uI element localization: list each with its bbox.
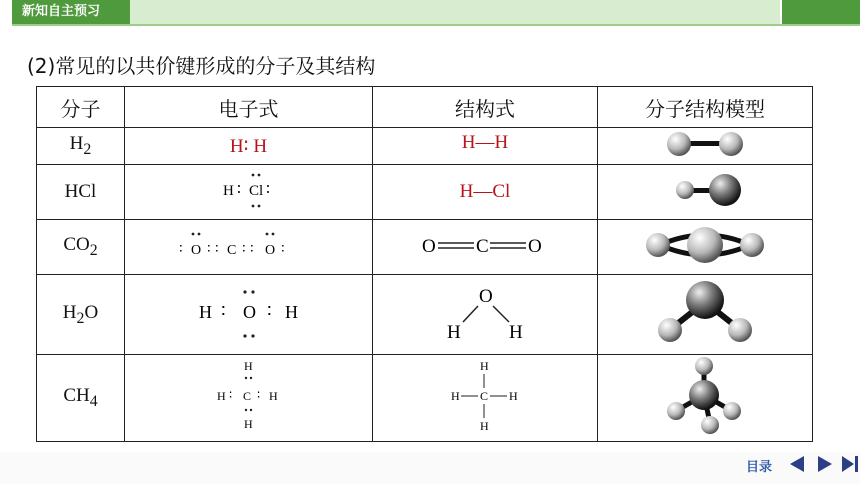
table-header-row <box>37 87 813 128</box>
svg-text:∶: ∶ <box>214 242 219 257</box>
header-strip <box>12 0 780 24</box>
svg-text:H: H <box>243 417 253 431</box>
h2o-electron-dot <box>179 278 319 348</box>
molecule-formula: $H_2O$ <box>37 275 125 355</box>
svg-text:∶: ∶ <box>206 242 211 257</box>
header-structural-formula: 结构式 <box>373 87 598 128</box>
svg-text:H: H <box>284 301 298 322</box>
h2o-structure <box>425 278 545 348</box>
svg-text:O: O <box>242 301 256 322</box>
electron-formula <box>125 275 373 355</box>
svg-text:H: H <box>243 359 253 373</box>
header-divider <box>12 24 860 26</box>
svg-text:∶: ∶ <box>236 182 241 198</box>
h2o-model-image <box>650 276 760 350</box>
svg-text:∶: ∶ <box>256 388 260 402</box>
svg-text:H: H <box>198 301 212 322</box>
svg-text:C: C <box>476 236 489 257</box>
svg-text:H: H <box>509 389 518 403</box>
svg-text:H: H <box>447 321 461 343</box>
co2-electron-dot <box>169 220 329 270</box>
ch4-model-image <box>660 355 750 437</box>
molecule-formula: $CO_2$ <box>37 220 125 275</box>
bottom-bar <box>0 452 860 484</box>
svg-text:∶: ∶ <box>266 300 272 321</box>
table-row <box>37 220 813 275</box>
electron-formula <box>125 355 373 442</box>
molecule-formula: HCl <box>37 165 125 220</box>
ch4-electron-dot <box>189 356 309 436</box>
table-row <box>37 275 813 355</box>
svg-text:C: C <box>226 243 236 258</box>
svg-text:C: C <box>480 389 489 403</box>
svg-text:∶: ∶ <box>228 388 232 402</box>
structural-formula: H—H <box>373 128 598 165</box>
svg-text:O: O <box>422 236 436 257</box>
svg-text:O: O <box>528 236 542 257</box>
molecular-model <box>598 128 813 165</box>
svg-text:O: O <box>190 243 201 258</box>
top-header-bar <box>0 0 860 28</box>
svg-text:H: H <box>451 389 460 403</box>
ch4-structure <box>425 356 545 436</box>
hcl-electron-dot <box>189 165 309 215</box>
svg-text:C: C <box>242 389 251 403</box>
molecular-model <box>598 220 813 275</box>
h2-model-image <box>655 128 755 160</box>
svg-text:H: H <box>222 183 234 199</box>
svg-text:∶: ∶ <box>178 242 183 257</box>
svg-text:H: H <box>480 419 489 433</box>
molecular-model <box>598 355 813 442</box>
molecular-model <box>598 165 813 220</box>
header-molecule: 分子 <box>37 87 125 128</box>
electron-formula: H∶ H <box>125 128 373 165</box>
structural-formula: H—Cl <box>373 165 598 220</box>
svg-text:H: H <box>509 321 523 343</box>
electron-formula <box>125 220 373 275</box>
molecular-model <box>598 275 813 355</box>
svg-text:∶: ∶ <box>280 242 285 257</box>
co2-structure <box>410 225 560 265</box>
last-page-icon[interactable] <box>842 456 860 472</box>
molecule-formula: $H_2$ <box>37 128 125 165</box>
svg-text:O: O <box>264 243 275 258</box>
section-tab[interactable]: 新知自主预习 <box>12 0 130 24</box>
table-row <box>37 128 813 165</box>
svg-text:∶: ∶ <box>249 242 254 257</box>
svg-text:∶: ∶ <box>241 242 246 257</box>
next-arrow-icon[interactable] <box>818 456 832 472</box>
header-electron-formula: 电子式 <box>125 87 373 128</box>
svg-text:H: H <box>268 389 278 403</box>
structural-formula <box>373 275 598 355</box>
table-row <box>37 355 813 442</box>
molecule-formula: $CH_4$ <box>37 355 125 442</box>
table-row <box>37 165 813 220</box>
header-corner-block <box>782 0 860 24</box>
co2-model-image <box>640 221 770 269</box>
electron-formula <box>125 165 373 220</box>
hcl-model-image <box>655 168 755 212</box>
svg-text:∶: ∶ <box>220 300 226 321</box>
header-molecular-model: 分子结构模型 <box>598 87 813 128</box>
svg-text:∶: ∶ <box>265 182 270 198</box>
svg-text:H: H <box>480 359 489 373</box>
contents-link[interactable]: 目录 <box>746 460 773 475</box>
structural-formula <box>373 355 598 442</box>
molecule-table <box>36 86 813 442</box>
svg-text:O: O <box>479 285 493 307</box>
section-title: (2)常见的以共价键形成的分子及其结构 <box>27 54 376 78</box>
svg-text:H: H <box>216 389 226 403</box>
structural-formula <box>373 220 598 275</box>
previous-arrow-icon[interactable] <box>790 456 804 472</box>
svg-text:Cl: Cl <box>248 183 263 199</box>
